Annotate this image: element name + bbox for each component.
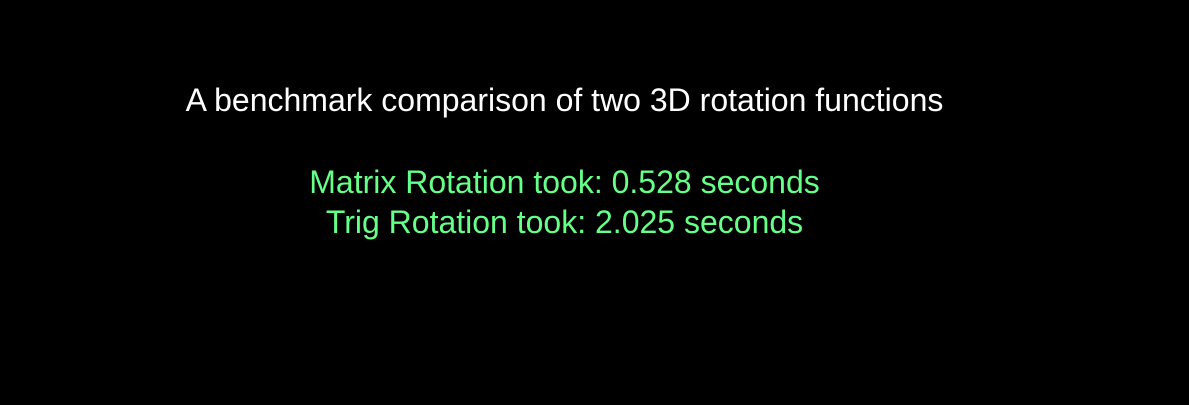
benchmark-results [0,162,1129,242]
page-title: A benchmark comparison of two 3D rotation functions [185,82,944,118]
matrix-rotation-result: Matrix Rotation took: 0.528 seconds [309,164,820,200]
trig-rotation-result: Trig Rotation took: 2.025 seconds [325,204,804,240]
